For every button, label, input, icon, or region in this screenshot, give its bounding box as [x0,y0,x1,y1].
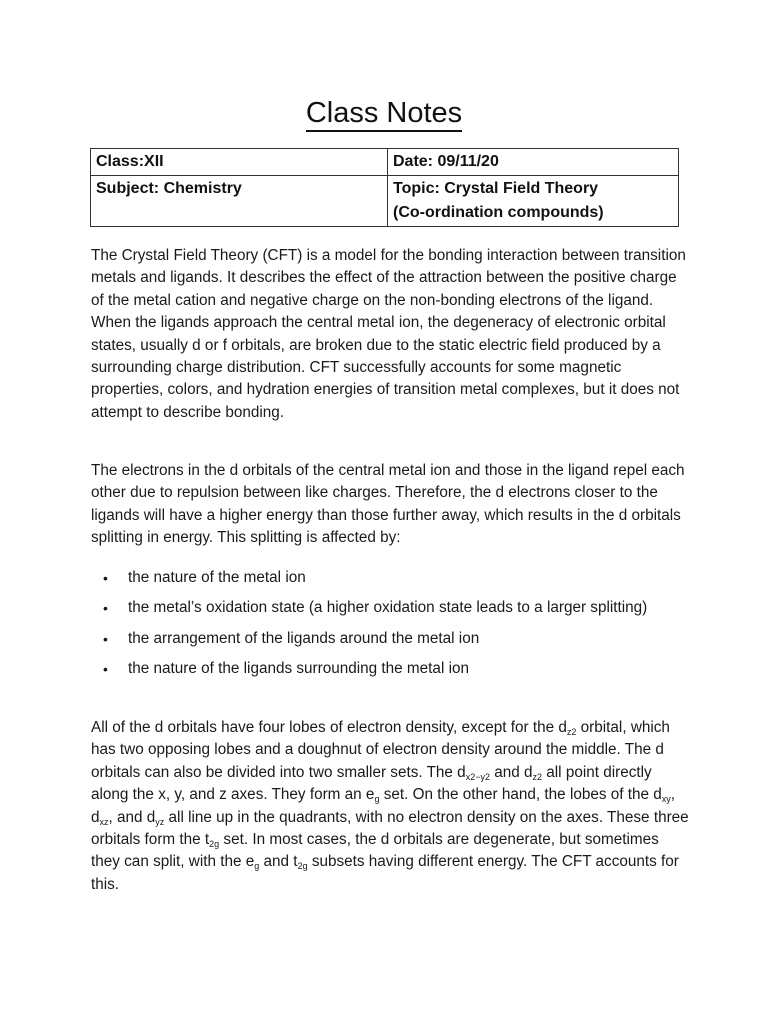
subscript: g [254,861,260,872]
bullet-icon: • [103,600,108,617]
text-run: all line up in the quadrants, with no electron density on the axes. These three orbitals form the t [91,808,689,849]
text-run: set. In most cases, the d orbitals are degenerate, but sometimes they can split, with the e [91,831,659,871]
list-item-text: the nature of the ligands surrounding the metal ion [128,660,470,678]
subscript: z2 [532,771,543,782]
list-item [91,597,691,619]
subscript: x2−y2 [465,771,490,782]
text-run: , d [91,786,676,826]
text-run: and t [259,853,298,871]
class-info-table [90,148,679,227]
subscript: xz [99,816,109,827]
text-run: orbital, which has two opposing lobes and a doughnut of electron density around the middle. The d orbitals can also be divided into two smaller sets. The d [91,719,670,781]
topic-cell [388,176,679,227]
paragraph-d-orbital-repulsion: The electrons in the d orbitals of the central metal ion and those in the ligand repel each other due to repulsion between like charges. Therefore, the d electrons closer to the ligands will have a higher energy than those further away, which results in the d orbitals splitting in energy. This splitting is affected by: [91,462,685,547]
splitting-factors-list [91,567,691,689]
class-cell: Class:XII [91,149,388,176]
list-item [91,658,691,680]
subject-cell: Subject: Chemistry [91,176,388,227]
table-row [91,176,679,227]
text-run: subsets having different energy. The CFT accounts for this. [91,853,679,893]
bullet-icon: • [103,630,108,647]
topic-line-1: Topic: Crystal Field Theory [393,180,599,197]
title-text: Class Notes [306,96,462,132]
subscript: g [374,794,380,805]
date-cell: Date: 09/11/20 [388,149,679,176]
subscript: yz [155,816,165,827]
paragraph-cft-intro: The Crystal Field Theory (CFT) is a model for the bonding interaction between transition metals and ligands. It describes the effect of the attraction between the positive charge of the metal cation and negative charge on the non-bonding electrons of the ligand. When the ligands approach the central metal ion, the degeneracy of electronic orbital states, usually d or f orbitals, are broken due to the static electric field produced by a surrounding charge distribution. CFT successfully accounts for some magnetic properties, colors, and hydration energies of transition metal complexes, but it does not attempt to describe bonding. [91,247,686,421]
subscript: z2 [566,727,577,737]
text-run: All of the d orbitals have four lobes of electron density, except for the d [91,719,567,736]
list-item-text: the nature of the metal ion [128,569,306,586]
text-run: and d [489,763,533,781]
text-run: all point directly along the x, y, and z axes. They form an e [91,763,652,804]
page-title [0,94,768,132]
table-row [91,149,679,176]
subscript: 2g [297,861,308,872]
subscript: 2g [209,839,220,850]
topic-line-2: (Co-ordination compounds) [393,204,604,221]
subscript: xy [661,794,671,805]
list-item-text: the metal’s oxidation state (a higher oxidation state leads to a larger splitting) [128,599,648,617]
text-run: set. On the other hand, the lobes of the d [379,786,662,804]
bullet-icon: • [103,570,108,586]
list-item-text: the arrangement of the ligands around the metal ion [128,629,480,647]
text-run: , and d [108,808,156,826]
paragraph-orbital-sets [91,717,691,896]
bullet-icon: • [103,661,108,678]
list-item [91,567,691,589]
list-item [91,628,691,650]
